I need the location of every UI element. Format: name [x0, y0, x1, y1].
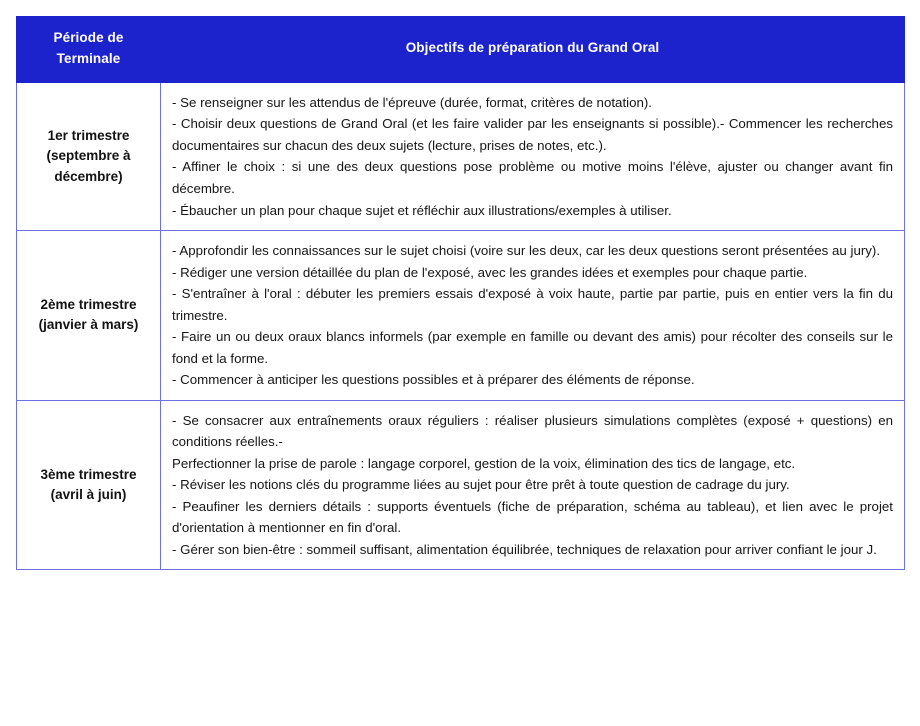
column-header-period	[17, 17, 161, 83]
grand-oral-table	[16, 16, 905, 570]
objective-item: Perfectionner la prise de parole : langage corporel, gestion de la voix, élimination des tics de langage, etc.	[172, 455, 796, 471]
period-cell-trimestre-3	[17, 400, 161, 570]
table-header	[17, 17, 905, 83]
table-body	[17, 82, 905, 570]
period-label-line2: (septembre à	[46, 148, 131, 164]
objective-item: - Affiner le choix : si une des deux questions pose problème ou motive moins l'élève, ajuster ou changer avant fin décembre.	[172, 159, 893, 196]
objectives-cell-trimestre-1	[161, 82, 905, 230]
period-cell-trimestre-2	[17, 231, 161, 401]
objective-item: - Choisir deux questions de Grand Oral (et les faire valider par les enseignants si possible).- Commencer les recherches documentaires sur chacun des deux sujets (lecture, prises de notes, etc.).	[172, 116, 893, 153]
period-label-line2: (avril à juin)	[50, 487, 127, 503]
objective-item: - Commencer à anticiper les questions possibles et à préparer des éléments de réponse.	[172, 372, 695, 388]
period-label-line1: 1er trimestre	[47, 127, 130, 143]
header-row	[17, 17, 905, 83]
objectives-cell-trimestre-2	[161, 231, 905, 401]
objective-item: - Peaufiner les derniers détails : supports éventuels (fiche de préparation, schéma au tableau), et lien avec le projet d'orientation à mentionner en fin d'oral.	[172, 498, 893, 536]
period-label-line3: décembre)	[54, 168, 123, 184]
table-row	[17, 82, 905, 230]
objective-item: - Faire un ou deux oraux blancs informels (par exemple en famille ou devant des amis) pour récolter des conseils sur le fond et la forme.	[172, 329, 893, 366]
objectives-cell-trimestre-3	[161, 400, 905, 570]
objective-item: - Se renseigner sur les attendus de l'épreuve (durée, format, critères de notation).	[172, 94, 652, 110]
objective-item: - Se consacrer aux entraînements oraux réguliers : réaliser plusieurs simulations complètes (exposé + questions) en conditions réelles.-	[172, 412, 893, 450]
table-row	[17, 231, 905, 401]
period-label-line1: 3ème trimestre	[40, 466, 137, 482]
objective-item: - Approfondir les connaissances sur le sujet choisi (voire sur les deux, car les deux questions seront présentées au jury).	[172, 243, 881, 259]
column-header-objectives: Objectifs de préparation du Grand Oral	[161, 17, 905, 83]
table-row	[17, 400, 905, 570]
column-header-period-line1: Période de	[53, 30, 124, 45]
period-cell-trimestre-1	[17, 82, 161, 230]
objective-item: - Gérer son bien-être : sommeil suffisant, alimentation équilibrée, techniques de relaxation pour arriver confiant le jour J.	[172, 541, 877, 557]
objective-item: - Ébaucher un plan pour chaque sujet et réfléchir aux illustrations/exemples à utiliser.	[172, 202, 672, 218]
column-header-period-line2: Terminale	[56, 50, 121, 66]
objective-item: - Rédiger une version détaillée du plan de l'exposé, avec les grandes idées et exemples pour chaque partie.	[172, 264, 808, 280]
objective-item: - Réviser les notions clés du programme liées au sujet pour être prêt à toute question de cadrage du jury.	[172, 477, 790, 493]
period-label-line1: 2ème trimestre	[40, 296, 137, 312]
period-label-line2: (janvier à mars)	[38, 317, 139, 333]
objective-item: - S'entraîner à l'oral : débuter les premiers essais d'exposé à voix haute, partie par partie, puis en entier vers la fin du trimestre.	[172, 286, 893, 323]
